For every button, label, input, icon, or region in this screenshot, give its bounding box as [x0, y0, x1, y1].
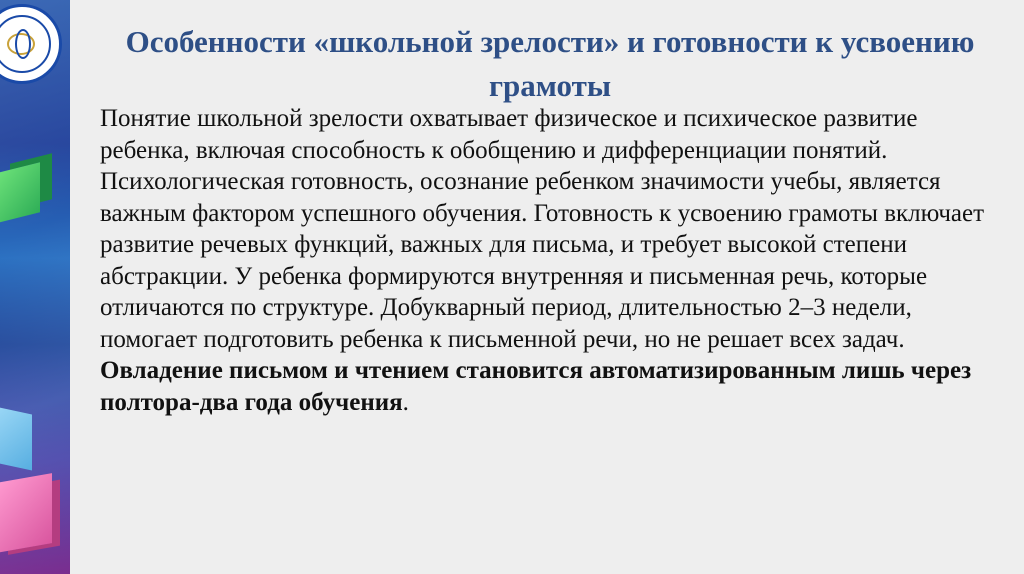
cyan-cube-decoration — [0, 406, 32, 471]
decorative-sidebar — [0, 0, 70, 574]
readiness-period: . — [402, 388, 409, 416]
paragraph-readiness — [100, 166, 1012, 418]
pink-cube-decoration — [0, 473, 52, 553]
paragraph-school-maturity: Понятие школьной зрелости охватывает физическое и психическое развитие ребенка, включая способность к обобщению и дифференциации понятий. — [100, 105, 918, 164]
readiness-text: Психологическая готовность, осознание ребенком значимости учебы, является важным фактором успешного обучения. Готовность к усвоению грамоты включает развитие речевых функций, важных для письма, и требует высокой степени абстракции. У ребенка формируются внутренняя и письменная речь, которые отличаются по структуре. Добукварный период, длительностью 2–3 недели, помогает подготовить ребенка к письменной речи, но не решает всех задач. — [100, 168, 985, 353]
slide-title: Особенности «школьной зрелости» и готовности к усвоению грамоты — [125, 24, 975, 103]
slide-body — [100, 103, 1012, 418]
readiness-conclusion-bold: Овладение письмом и чтением становится автоматизированным лишь через полтора-два года обучения — [100, 357, 972, 416]
